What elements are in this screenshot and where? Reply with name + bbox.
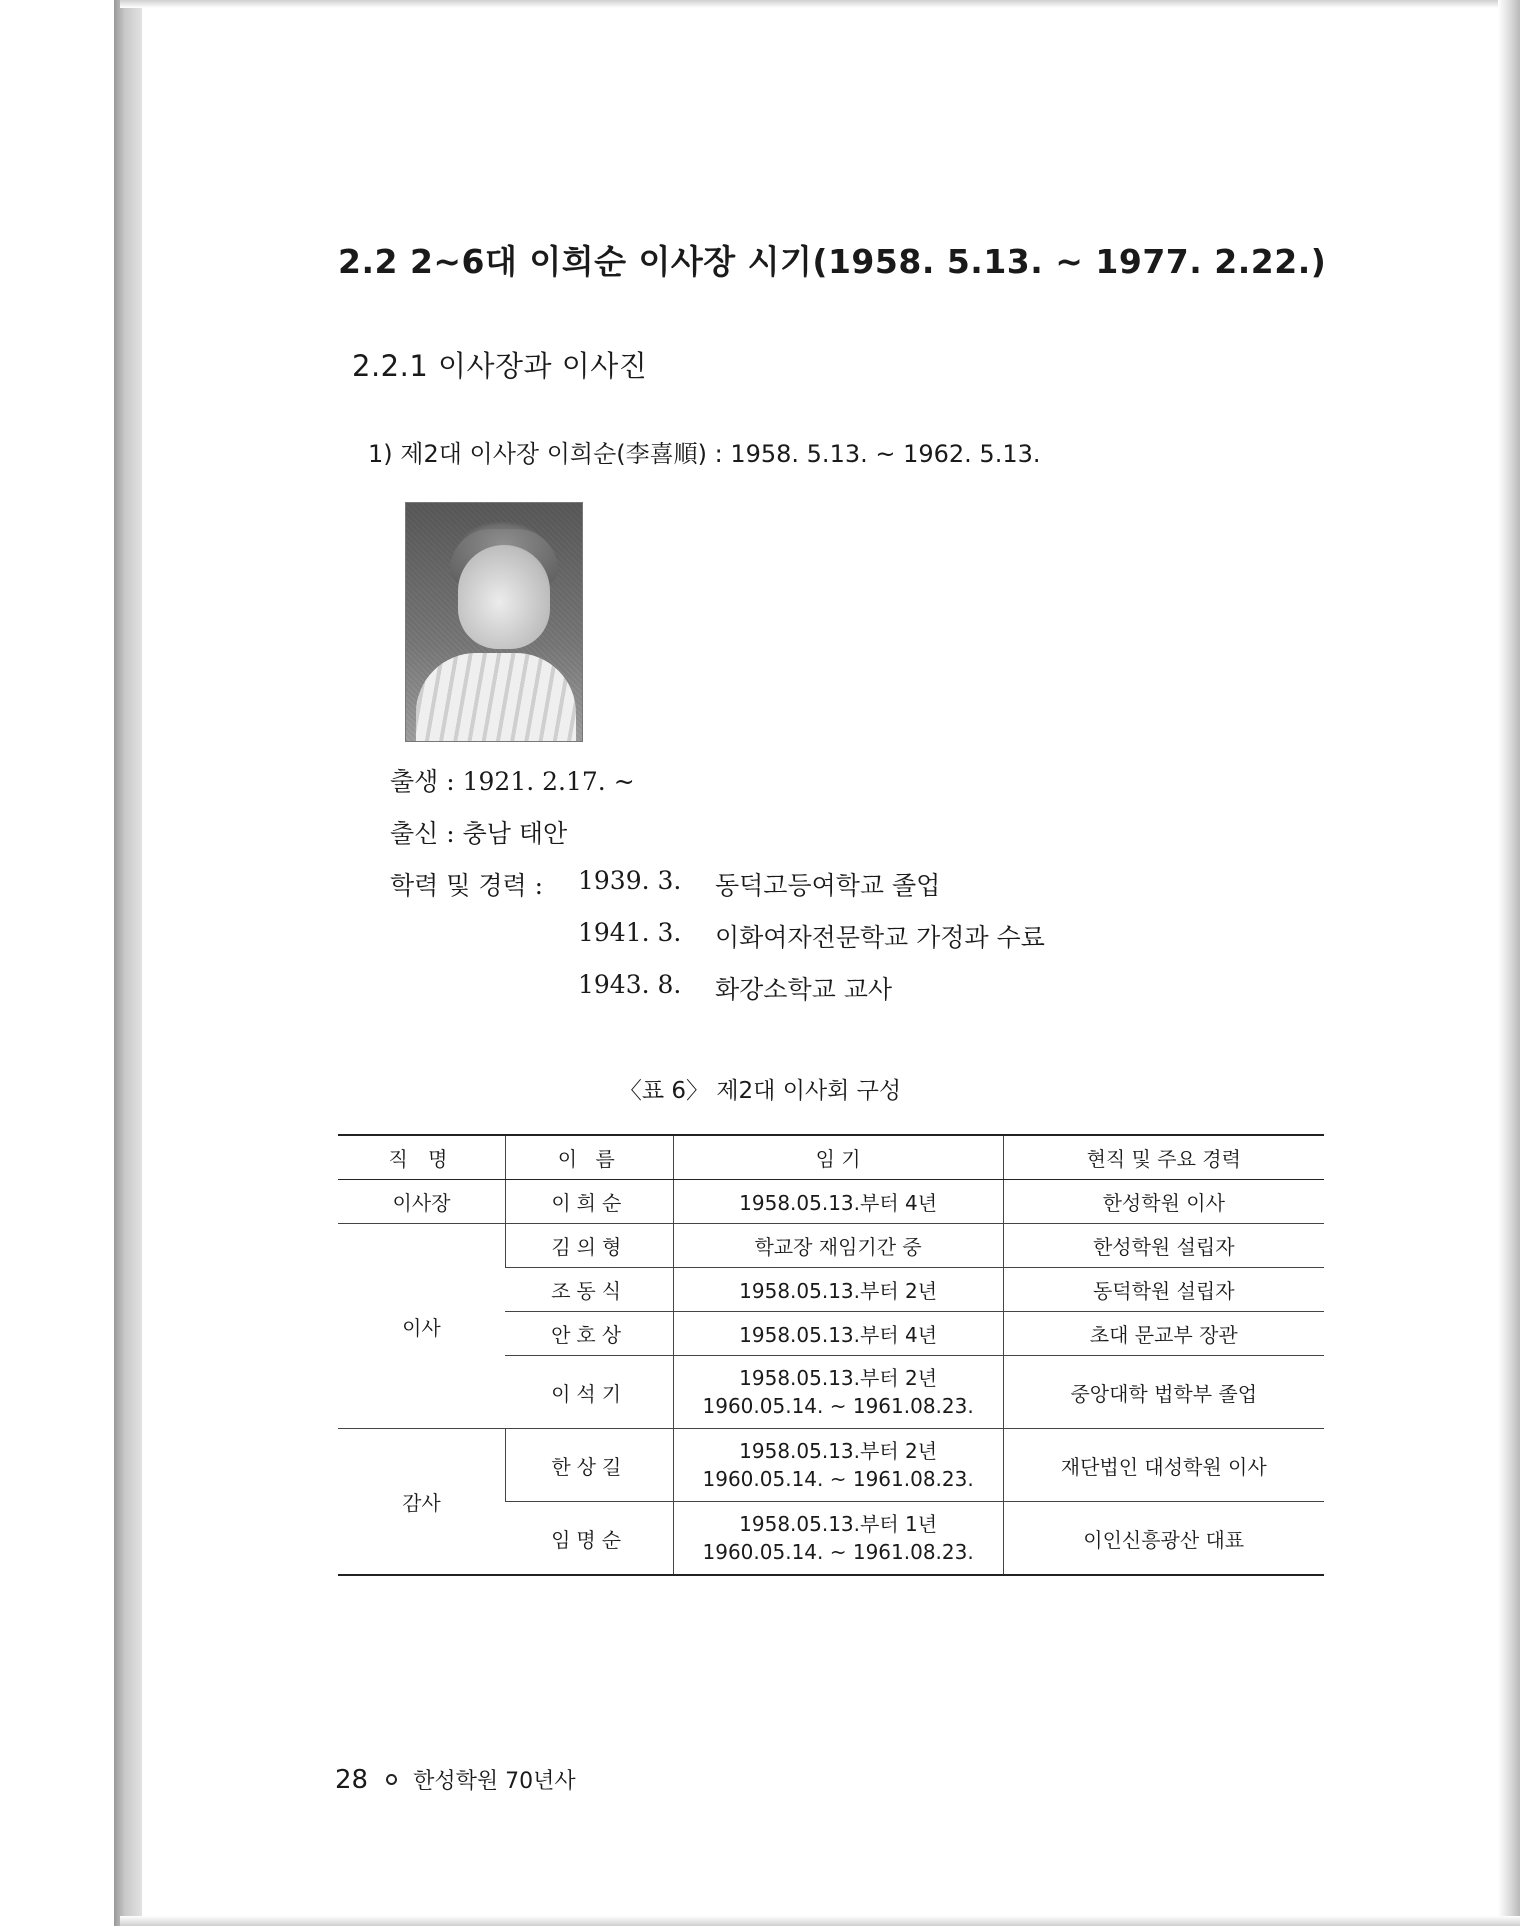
career-date: 1943. 8.: [578, 970, 682, 999]
page-edge-bottom: [120, 1916, 1520, 1926]
term-line: 1958.05.13.부터 2년: [739, 1366, 938, 1390]
page-edge-left: [114, 0, 142, 1926]
career-cell: 한성학원 이사: [1003, 1180, 1324, 1224]
section-title: 2.2 2~6대 이희순 이사장 시기(1958. 5.13. ~ 1977. 2.22.): [338, 242, 1327, 281]
item-heading: 1) 제2대 이사장 이희순(李喜順) : 1958. 5.13. ~ 1962. 5.13.: [368, 440, 1041, 468]
book-title: 한성학원 70년사: [413, 1769, 576, 1794]
name-cell: 이석기: [505, 1356, 673, 1429]
career-desc: 동덕고등여학교 졸업: [715, 871, 941, 900]
term-line: 1960.05.14. ~ 1961.08.23.: [702, 1394, 974, 1418]
term-line: 1958.05.13.부터 1년: [739, 1512, 938, 1536]
career-cell: 중앙대학 법학부 졸업: [1003, 1356, 1324, 1429]
portrait-face: [458, 545, 550, 649]
term-cell: 1958.05.13.부터 4년: [673, 1312, 1003, 1356]
table-header-row: [338, 1135, 1324, 1180]
page-edge-right: [1498, 0, 1520, 1926]
table-row: [338, 1180, 1324, 1224]
board-composition-table: [338, 1134, 1324, 1576]
name-cell: 한상길: [505, 1429, 673, 1502]
career-cell: 재단법인 대성학원 이사: [1003, 1429, 1324, 1502]
term-cell: 1958.05.13.부터 2년: [673, 1268, 1003, 1312]
name-cell: 김의형: [505, 1224, 673, 1268]
term-line: 1958.05.13.부터 2년: [739, 1439, 938, 1463]
career-date: 1941. 3.: [578, 918, 682, 947]
name-cell: 조동식: [505, 1268, 673, 1312]
term-cell: 학교장 재임기간 중: [673, 1224, 1003, 1268]
term-cell: [673, 1502, 1003, 1576]
career-cell: 한성학원 설립자: [1003, 1224, 1324, 1268]
position-cell: 이사장: [338, 1180, 505, 1224]
header-career: 현직 및 주요 경력: [1003, 1135, 1324, 1180]
career-cell: 초대 문교부 장관: [1003, 1312, 1324, 1356]
page-footer: [335, 1764, 576, 1795]
term-cell: [673, 1429, 1003, 1502]
table-caption: 〈표 6〉 제2대 이사회 구성: [618, 1078, 902, 1104]
name-cell: 임명순: [505, 1502, 673, 1576]
page-edge-top: [120, 0, 1520, 8]
career-desc: 화강소학교 교사: [715, 975, 892, 1004]
table-row: [338, 1224, 1324, 1268]
position-cell: 이사: [338, 1224, 505, 1429]
position-cell: 감사: [338, 1429, 505, 1576]
header-position: 직 명: [338, 1135, 505, 1180]
portrait-photo: [405, 502, 583, 742]
header-term: 임 기: [673, 1135, 1003, 1180]
name-cell: 이희순: [505, 1180, 673, 1224]
career-desc: 이화여자전문학교 가정과 수료: [715, 923, 1045, 952]
table-row: [338, 1429, 1324, 1502]
career-cell: 이인신흥광산 대표: [1003, 1502, 1324, 1576]
term-cell: 1958.05.13.부터 4년: [673, 1180, 1003, 1224]
name-cell: 안호상: [505, 1312, 673, 1356]
bio-career-label: 학력 및 경력 :: [390, 871, 544, 900]
header-name: 이 름: [505, 1135, 673, 1180]
term-cell: [673, 1356, 1003, 1429]
bullet-icon: [386, 1774, 397, 1785]
term-line: 1960.05.14. ~ 1961.08.23.: [702, 1467, 974, 1491]
page-number: 28: [335, 1764, 369, 1795]
career-cell: 동덕학원 설립자: [1003, 1268, 1324, 1312]
portrait-body: [416, 653, 576, 742]
subsection-title: 2.2.1 이사장과 이사진: [352, 349, 648, 383]
bio-birth: 출생 : 1921. 2.17. ~: [390, 767, 635, 796]
bio-origin: 출신 : 충남 태안: [390, 819, 568, 848]
term-line: 1960.05.14. ~ 1961.08.23.: [702, 1540, 974, 1564]
career-date: 1939. 3.: [578, 866, 682, 895]
